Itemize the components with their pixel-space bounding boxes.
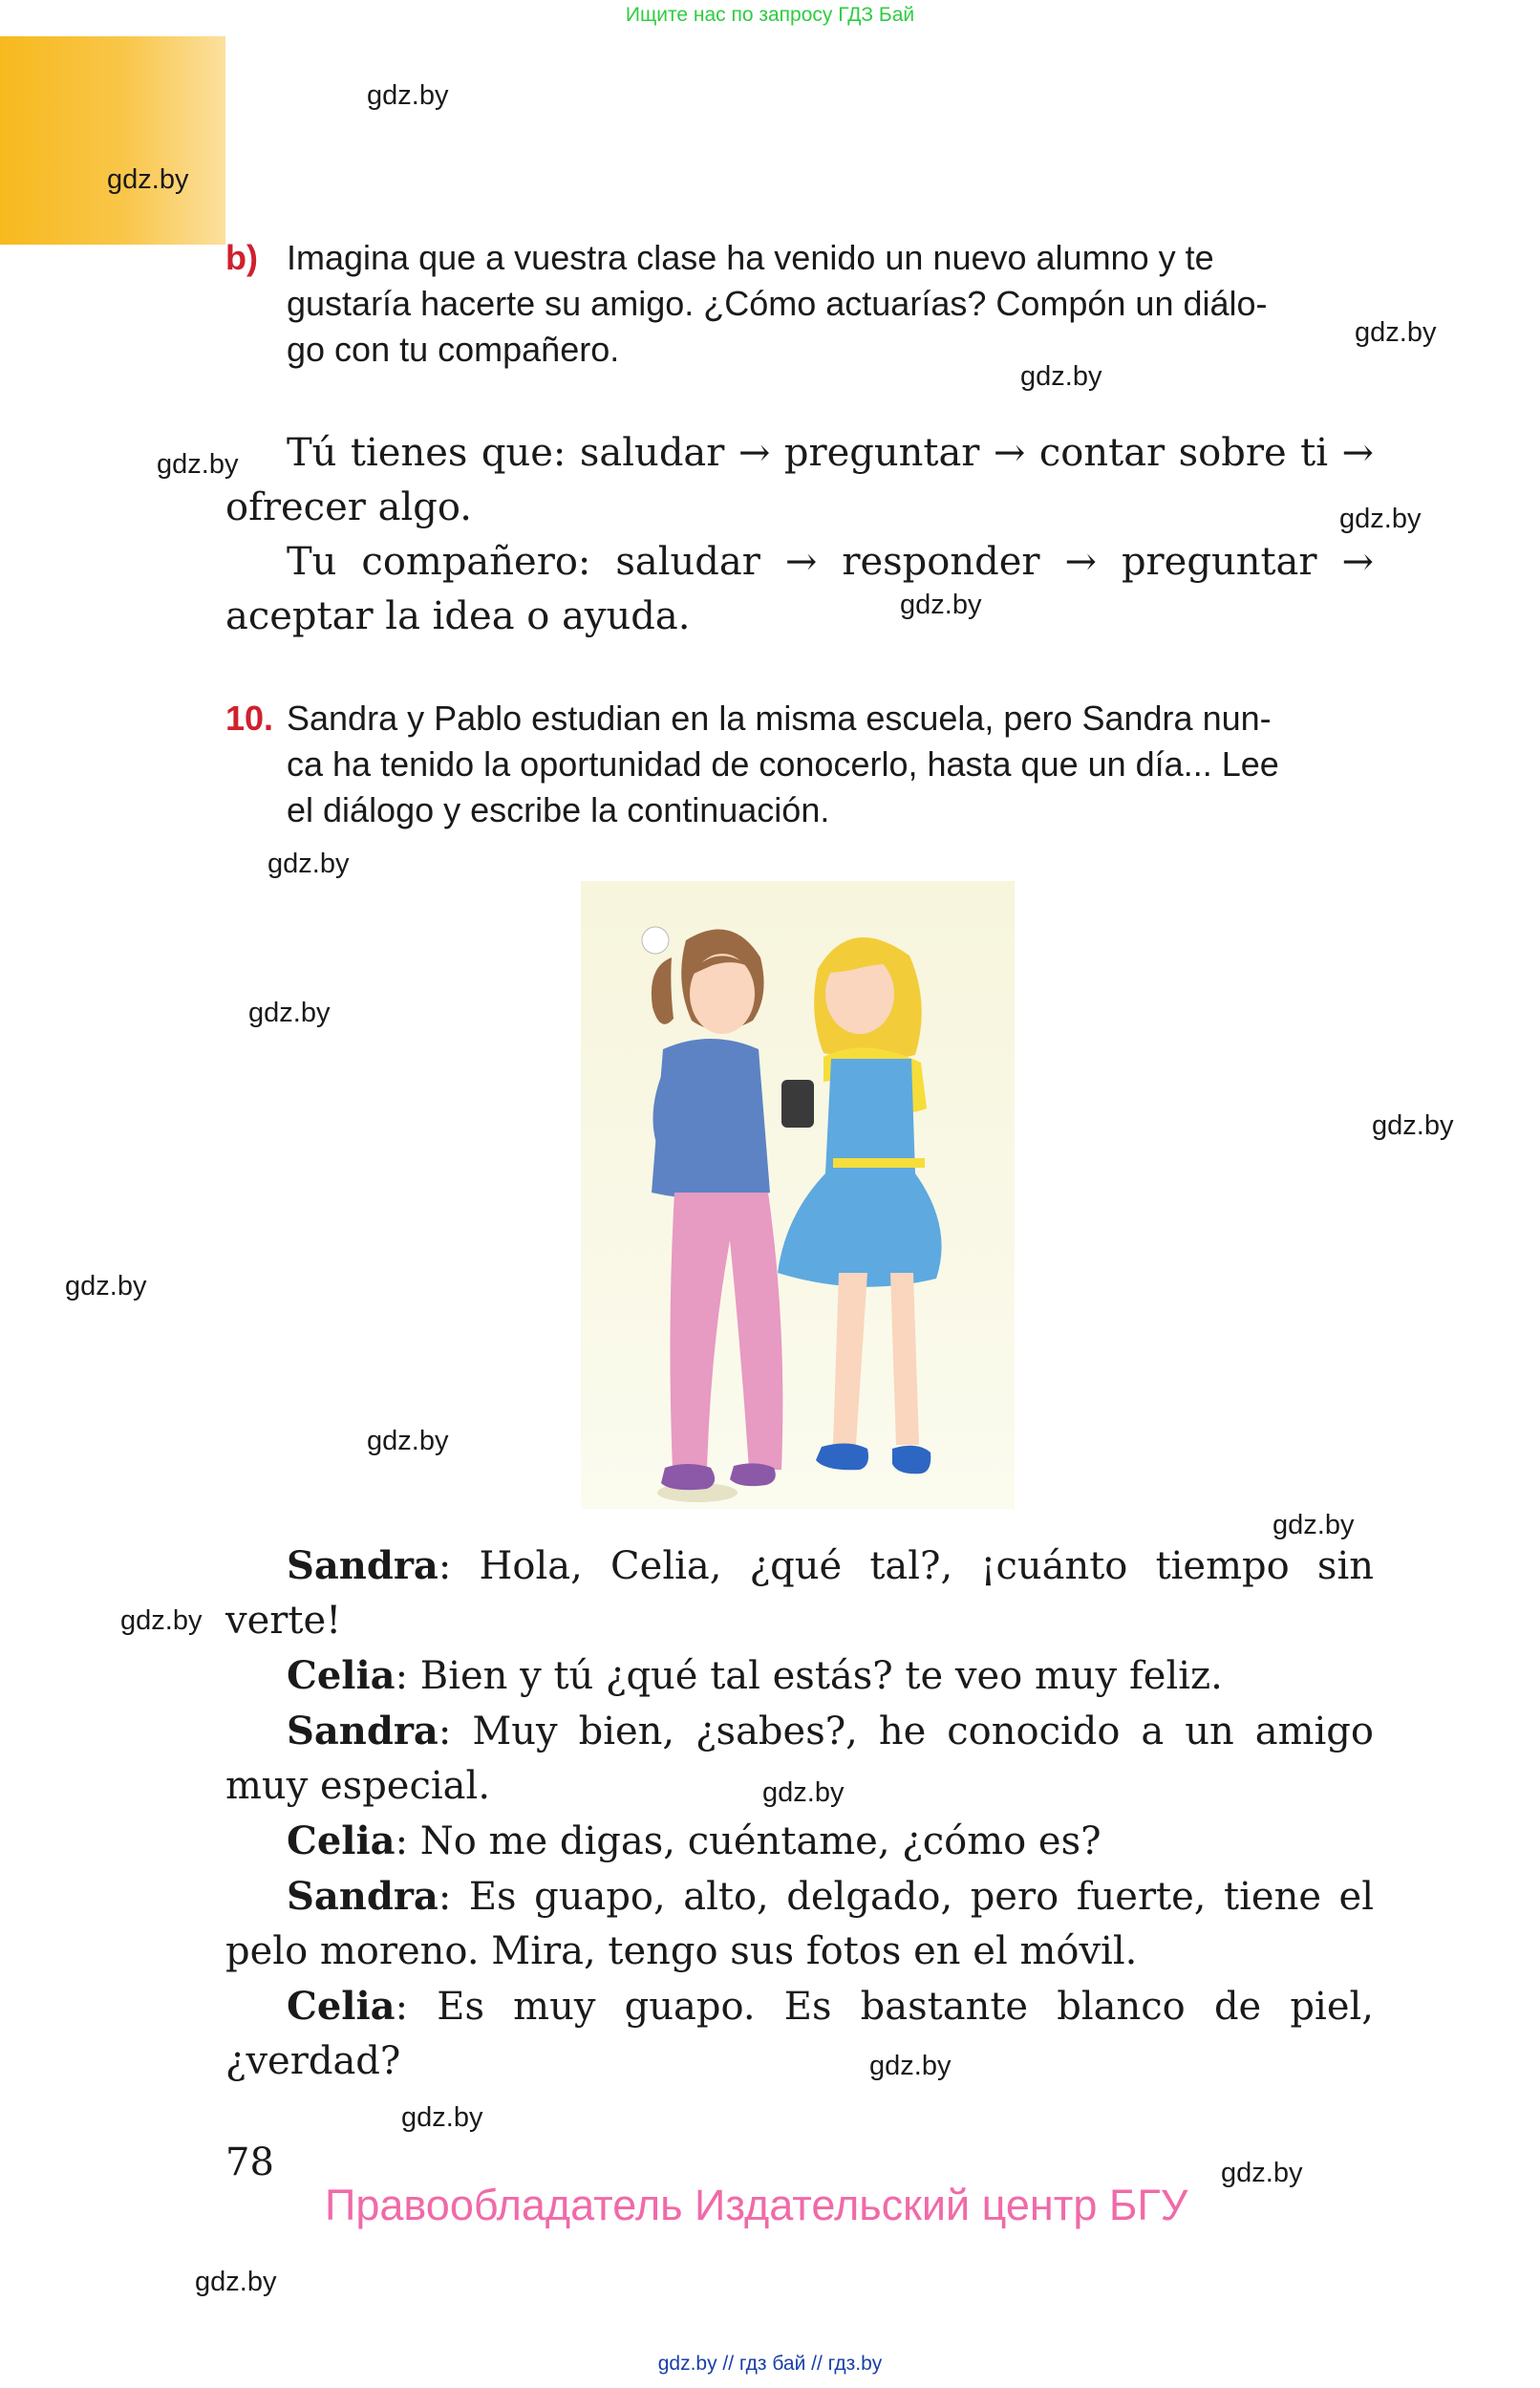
watermark: gdz.by <box>107 164 189 195</box>
exercise-b-steps <box>225 426 1374 644</box>
dialogue-text: Es muy guapo. Es bastante blanco de piel, ¿verdad? <box>225 1985 1374 2083</box>
dialogue-line: Sandra: Muy bien, ¿sabes?, he conocido a un amigo muy especial. <box>225 1709 1374 1808</box>
watermark: gdz.by <box>1020 361 1102 392</box>
speaker-name: Celia <box>287 1984 396 2029</box>
dialogue-text: Bien y tú ¿qué tal estás? te veo muy feliz. <box>419 1654 1223 1698</box>
watermark: gdz.by <box>869 2051 952 2081</box>
watermark: gdz.by <box>1273 1510 1355 1540</box>
exercise-10-instructions <box>287 696 1374 833</box>
watermark: gdz.by <box>195 2267 277 2297</box>
watermark: gdz.by <box>65 1271 147 1302</box>
dialogue-text: Es guapo, alto, delgado, pero fuerte, tiene el pelo moreno. Mira, tengo sus fotos en el móvil. <box>225 1875 1374 1973</box>
dialogue-line: Celia: Es muy guapo. Es bastante blanco de piel, ¿verdad? <box>225 1984 1374 2083</box>
copyright-notice: Правообладатель Издательский центр БГУ <box>325 2181 1188 2229</box>
steps-paragraph: Tú tienes que: saludar → preguntar → contar sobre ti → ofrecer algo. <box>225 431 1374 529</box>
dialogue-text: Hola, Celia, ¿qué tal?, ¡cuánto tiempo sin verte! <box>225 1544 1374 1643</box>
instruction-line: gustaría hacerte su amigo. ¿Cómo actuarías? Compón un diálo- <box>287 284 1268 323</box>
dialogue-line: Sandra: Es guapo, alto, delgado, pero fuerte, tiene el pelo moreno. Mira, tengo sus fotos en el móvil. <box>225 1874 1374 1973</box>
watermark: gdz.by <box>401 2102 483 2133</box>
watermark: gdz.by <box>1339 504 1422 534</box>
watermark: gdz.by <box>267 849 350 879</box>
speaker-name: Sandra <box>287 1709 438 1753</box>
watermark: gdz.by <box>120 1605 203 1636</box>
exercise-b-marker: b) <box>225 238 258 277</box>
instruction-line: Sandra y Pablo estudian en la misma escuela, pero Sandra nun- <box>287 699 1272 738</box>
instruction-line: go con tu compañero. <box>287 330 620 369</box>
dialogue-line: Celia: No me digas, cuéntame, ¿cómo es? <box>287 1818 1102 1863</box>
instruction-line: ca ha tenido la oportunidad de conocerlo, hasta que un día... Lee <box>287 744 1279 784</box>
watermark: gdz.by <box>1372 1110 1454 1141</box>
dialogue <box>225 1538 1374 2089</box>
two-girls-illustration <box>581 881 1015 1509</box>
steps-paragraph: Tu compañero: saludar → responder → preguntar → aceptar la idea o ayuda. <box>225 540 1374 638</box>
watermark: gdz.by <box>900 590 982 620</box>
watermark: gdz.by <box>367 1426 449 1456</box>
watermark: gdz.by <box>248 998 331 1028</box>
top-banner[interactable]: Ищите нас по запросу ГДЗ Бай <box>625 4 915 26</box>
speaker-name: Sandra <box>287 1543 438 1588</box>
dialogue-line: Celia: Bien y tú ¿qué tal estás? te veo muy feliz. <box>287 1653 1223 1698</box>
watermark: gdz.by <box>367 80 449 111</box>
speaker-name: Sandra <box>287 1874 438 1919</box>
corner-tab <box>0 36 225 245</box>
watermark: gdz.by <box>1355 317 1437 348</box>
watermark: gdz.by <box>1221 2158 1303 2188</box>
instruction-line: Imagina que a vuestra clase ha venido un nuevo alumno y te <box>287 238 1214 277</box>
dialogue-text: Muy bien, ¿sabes?, he conocido a un amigo muy especial. <box>225 1710 1374 1808</box>
speaker-name: Celia <box>287 1818 396 1863</box>
watermark: gdz.by <box>762 1777 845 1808</box>
exercise-b-instructions <box>287 235 1374 373</box>
exercise-10-number: 10. <box>225 699 274 738</box>
dialogue-line: Sandra: Hola, Celia, ¿qué tal?, ¡cuánto tiempo sin verte! <box>225 1543 1374 1643</box>
watermark: gdz.by <box>157 449 239 480</box>
page-number: 78 <box>225 2141 274 2184</box>
dialogue-text: No me digas, cuéntame, ¿cómo es? <box>419 1819 1102 1863</box>
footer-links[interactable]: gdz.by // гдз бай // гдз.by <box>657 2353 883 2375</box>
speaker-name: Celia <box>287 1653 396 1698</box>
instruction-line: el diálogo y escribe la continuación. <box>287 790 830 829</box>
